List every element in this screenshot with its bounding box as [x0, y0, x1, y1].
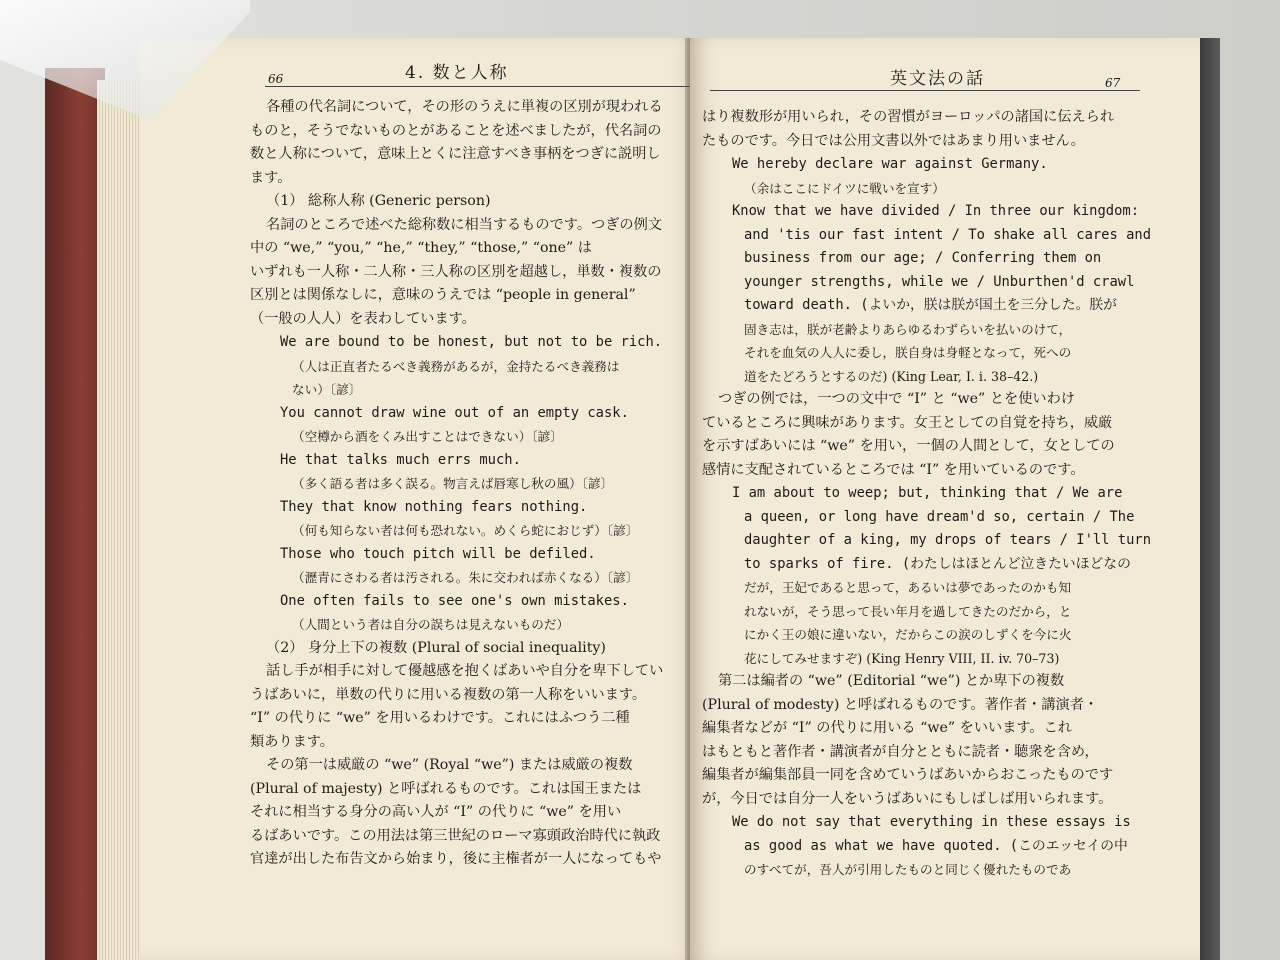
text-line: たものです。今日では公用文書以外ではあまり用いません。: [702, 132, 1085, 149]
text-line: （1） 総称人称 (Generic person): [266, 193, 491, 209]
right-header-rule: [710, 90, 1140, 91]
left-page: [140, 38, 700, 960]
text-line: 編集者が編集部員一同を含めていうばあいからおこったものです: [702, 767, 1114, 783]
text-line: が，今日では自分一人をいうばあいにもしばしば用いられます。: [702, 790, 1113, 807]
text-line: だが，王妃であると思って，あるいは夢であったのかも知: [744, 580, 1072, 595]
text-line: 花にしてみせますぞ) (King Henry VIII, II. iv. 70–73): [744, 650, 1060, 666]
text-line: (Plural of majesty) と呼ばれるものです。これは国王または: [250, 780, 642, 797]
text-line: and 'tis our fast intent / To shake all cares and: [744, 226, 1152, 243]
right-page: [690, 38, 1200, 960]
text-line: （人は正直者たるべき義務があるが，金持たるべき義務は: [292, 358, 620, 374]
text-line: 道をたどろうとするのだ) (King Lear, I. i. 38–42.): [744, 368, 1039, 384]
text-line: （瀝青にさわる者は汚される。朱に交われば赤くなる）〔諺〕: [292, 570, 639, 585]
text-line: はもともと著作者・講演者が自分とともに読者・聴衆を含め，: [702, 743, 1099, 760]
text-line: 編集者などが “I” の代りに用いる “we” をいいます。これ: [702, 720, 1072, 736]
text-line: (Plural of modesty) と呼ばれるものです。著作者・講演者・: [702, 696, 1099, 713]
text-line: を示すばあいには “we” を用い，一個の人間として，女としての: [702, 438, 1115, 454]
text-line: I am about to weep; but, thinking that / We are: [732, 485, 1123, 501]
text-line: “I” の代りに “we” を用いるわけです。これにはふつう二種: [250, 710, 630, 726]
text-line: （多く語る者は多く誤る。物言えば唇寒し秋の風）〔諺〕: [292, 476, 614, 491]
text-line: 話し手が相手に対して優越感を抱くばあいや自分を卑下してい: [266, 663, 664, 679]
text-line: いずれも一人称・二人称・三人称の区別を超越し，単数・複数の: [250, 263, 662, 280]
text-line: 第二は編者の “we” (Editorial “we”) とか卑下の複数: [718, 673, 1065, 689]
text-line: にかく王の娘に違いない，だからこの涙のしずくを今に火: [744, 627, 1072, 642]
text-line: Those who touch pitch will be defiled.: [280, 545, 596, 562]
book-cover-left: [45, 68, 105, 960]
text-line: a queen, or long have dream'd so, certain / The: [744, 508, 1135, 525]
text-line: to sparks of fire. (わたしはほとんど泣きたいほどなの: [744, 555, 1131, 572]
text-line: それに相当する身分の高い人が “I” の代りに “we” を用い: [250, 804, 622, 820]
text-line: うばあいに，単数の代りに用いる複数の第一人称をいいます。: [250, 686, 647, 703]
right-page-number: 67: [1105, 76, 1121, 90]
text-line: We do not say that everything in these essays is: [732, 814, 1131, 830]
text-line: 官達が出した布告文から始まり，後に主権者が一人になってもや: [250, 851, 662, 867]
text-line: （何も知らない者は何も恐れない。めくら蛇におじず）〔諺〕: [292, 523, 639, 538]
text-line: Know that we have divided / In three our kingdom:: [732, 203, 1140, 219]
right-page-body: [702, 106, 1162, 882]
text-line: daughter of a king, my drops of tears / I'll turn: [744, 532, 1152, 548]
text-line: ない）〔諺〕: [292, 382, 362, 397]
text-line: 各種の代名詞について，その形のうえに単複の区別が現われる: [266, 99, 663, 115]
right-page-header: 英文法の話: [890, 69, 985, 89]
text-line: business from our age; / Conferring them on: [744, 250, 1102, 266]
text-line: They that know nothing fears nothing.: [280, 498, 588, 515]
text-line: 数と人称について，意味上とくに注意すべき事柄をつぎに説明し: [250, 146, 661, 162]
text-line: ているところに興味があります。女王としての自覚を持ち，威厳: [702, 414, 1113, 431]
text-line: （余はここにドイツに戦いを宣す）: [744, 180, 945, 196]
text-line: （一般の人人）を表わしています。: [250, 310, 476, 327]
text-line: るばあいです。この用法は第三世紀のローマ寡頭政治時代に執政: [250, 827, 661, 844]
text-line: 固き志は，朕が老齢よりあらゆるわずらいを払いのけて，: [744, 321, 1072, 337]
text-line: その第一は威厳の “we” (Royal “we”) または威厳の複数: [266, 757, 633, 773]
text-line: 中の “we,” “you,” “he,” “they,” “those,” “one” は: [250, 240, 592, 256]
text-line: 類あります。: [250, 733, 334, 750]
left-page-header: 4. 数と人称: [405, 63, 509, 83]
text-line: 区別とは関係なしに，意味のうえでは “people in general”: [250, 287, 636, 303]
text-line: 名詞のところで述べた総称数に相当するものです。つぎの例文: [266, 216, 662, 233]
text-line: 感情に支配されているところでは “I” を用いているのです。: [702, 461, 1085, 478]
left-header-rule: [265, 86, 695, 87]
text-line: ものと，そうでないものとがあることを述べましたが，代名詞の: [250, 122, 662, 139]
left-page-body: [250, 96, 690, 872]
text-line: それを血気の人人に委し，朕自身は身軽となって，死への: [744, 345, 1072, 360]
text-line: as good as what we have quoted. (このエッセイの中: [744, 837, 1128, 854]
text-line: れないが，そう思って長い年月を過してきたのだから，と: [744, 603, 1072, 619]
text-line: We are bound to be honest, but not to be rich.: [280, 334, 663, 350]
text-line: younger strengths, while we / Unburthen'd crawl: [744, 273, 1135, 290]
text-line: つぎの例では，一つの文中で “I” と “we” とを使いわけ: [718, 391, 1075, 407]
text-line: （空樽から酒をくみ出すことはできない）〔諺〕: [292, 429, 563, 444]
text-line: One often fails to see one's own mistakes.: [280, 592, 629, 609]
text-line: toward death. (よいか，朕は朕が国土を三分した。朕が: [744, 297, 1117, 313]
text-line: He that talks much errs much.: [280, 451, 521, 468]
text-line: We hereby declare war against Germany.: [732, 156, 1048, 172]
left-page-number: 66: [268, 72, 284, 86]
text-line: ます。: [250, 169, 292, 186]
text-line: You cannot draw wine out of an empty cask.: [280, 404, 629, 421]
text-line: （人間という者は自分の誤ちは見えないものだ）: [292, 617, 570, 632]
text-line: （2） 身分上下の複数 (Plural of social inequality): [266, 639, 606, 656]
text-line: のすべてが，吾人が引用したものと同じく優れたものであ: [744, 862, 1072, 877]
text-line: はり複数形が用いられ，その習慣がヨーロッパの諸国に伝えられ: [702, 109, 1115, 125]
open-book: [45, 38, 1225, 960]
